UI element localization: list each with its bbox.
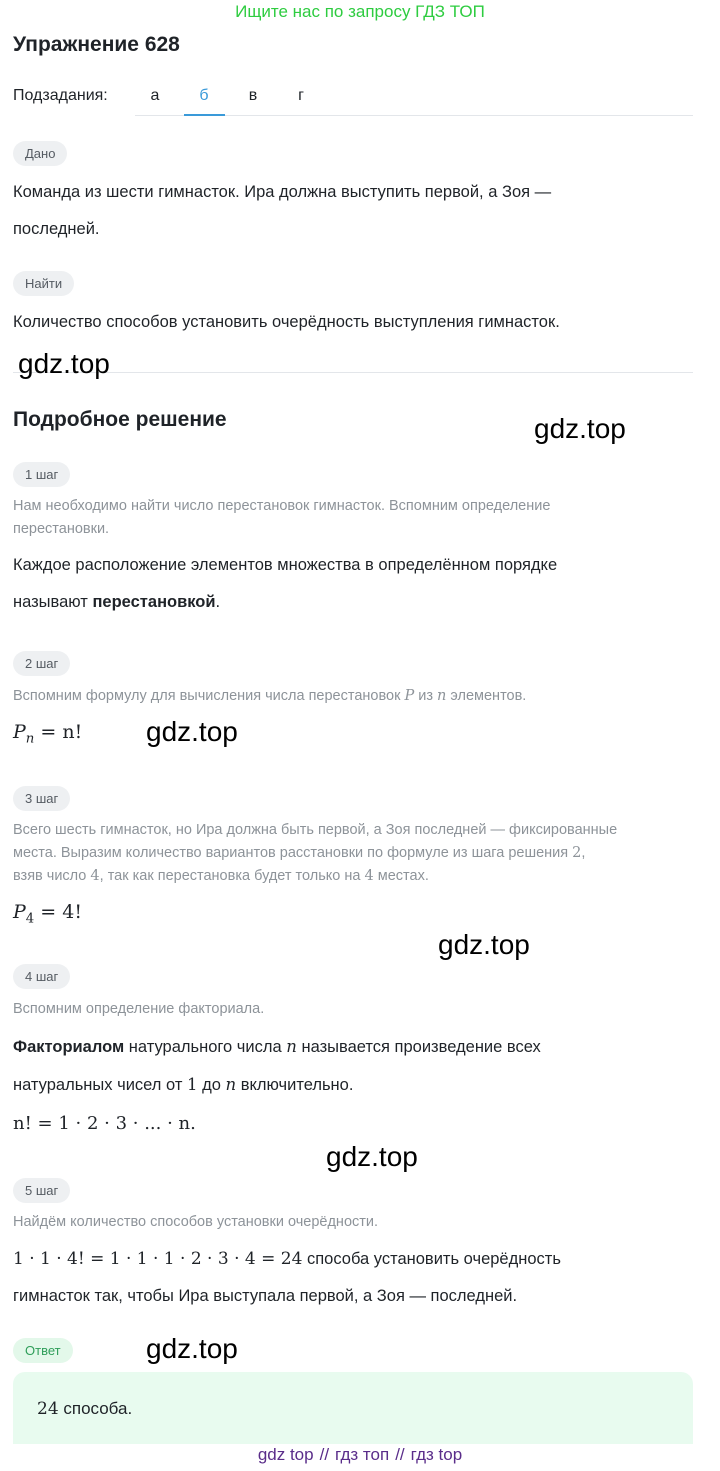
section-divider [13, 372, 693, 373]
step-4-badge: 4 шаг [13, 964, 70, 989]
given-text: Команда из шести гимнасток. Ира должна выступить первой, а Зоя — последней. [13, 183, 552, 238]
given-badge: Дано [13, 141, 67, 166]
footer-separator: // [395, 1445, 405, 1464]
tab-b[interactable]: б [199, 87, 209, 104]
subtasks-label: Подзадания: [13, 87, 108, 104]
step-3-formula: $P_4 = 4$! [13, 901, 82, 927]
footer-links [0, 1445, 720, 1465]
step-2-note: Вспомним формулу для вычисления числа перестановок P из n элементов. [13, 688, 527, 704]
watermark: gdz.top [534, 413, 626, 444]
answer-text: 24 способа. [37, 1399, 133, 1419]
watermark: gdz.top [146, 716, 238, 747]
step-5-text: 1 · 1 · 4! = 1 · 1 · 1 · 2 · 3 · 4 = 24 способа установить очерёдность гимнасток так, чтобы Ира выступала первой, а Зоя — последней. [13, 1249, 561, 1305]
step-3-note: Всего шесть гимнасток, но Ира должна быть первой, а Зоя последней — фиксированные места. Выразим количество вариантов расстановки по формуле из шага решения 2, взяв число 4, так как перестановка будет только на 4 местах. [13, 822, 618, 884]
watermark: gdz.top [438, 929, 530, 960]
step-5-note: Найдём количество способов установки очерёдности. [13, 1214, 379, 1230]
tab-a[interactable]: а [150, 87, 160, 104]
step-3-badge: 3 шаг [13, 786, 70, 811]
active-tab-indicator [184, 114, 225, 116]
step-1-text: Каждое расположение элементов множества в определённом порядке называют перестановкой. [13, 556, 558, 611]
footer-separator: // [319, 1445, 330, 1464]
step-1-note: Нам необходимо найти число перестановок гимнасток. Вспомним определение перестановки. [13, 498, 551, 537]
page-title: Упражнение 628 [13, 33, 180, 56]
footer-link-2[interactable]: гдз топ [335, 1445, 390, 1464]
watermark: gdz.top [326, 1141, 418, 1172]
watermark: gdz.top [146, 1333, 238, 1364]
step-4-note: Вспомним определение факториала. [13, 1001, 265, 1017]
answer-badge: Ответ [13, 1338, 73, 1363]
find-badge: Найти [13, 271, 74, 296]
step-2-badge: 2 шаг [13, 651, 70, 676]
tab-v[interactable]: в [248, 87, 258, 104]
step-4-formula: n! = 1 · 2 · 3 · ... · n. [13, 1113, 196, 1134]
step-2-formula: $P_n = n$! [13, 721, 83, 747]
tab-g[interactable]: г [298, 87, 304, 104]
footer-link-3[interactable]: гдз top [410, 1445, 463, 1464]
watermark: gdz.top [18, 348, 110, 379]
step-1-badge: 1 шаг [13, 462, 70, 487]
find-text: Количество способов установить очерёдность выступления гимнасток. [13, 313, 560, 331]
step-4-text: Факториалом натурального числа n называется произведение всех натуральных чисел от 1 до n включительно. [13, 1037, 541, 1094]
step-5-badge: 5 шаг [13, 1178, 70, 1203]
footer-link-1[interactable]: gdz top [257, 1445, 314, 1464]
solution-title: Подробное решение [13, 408, 227, 431]
promo-banner[interactable]: Ищите нас по запросу ГДЗ ТОП [235, 2, 485, 21]
